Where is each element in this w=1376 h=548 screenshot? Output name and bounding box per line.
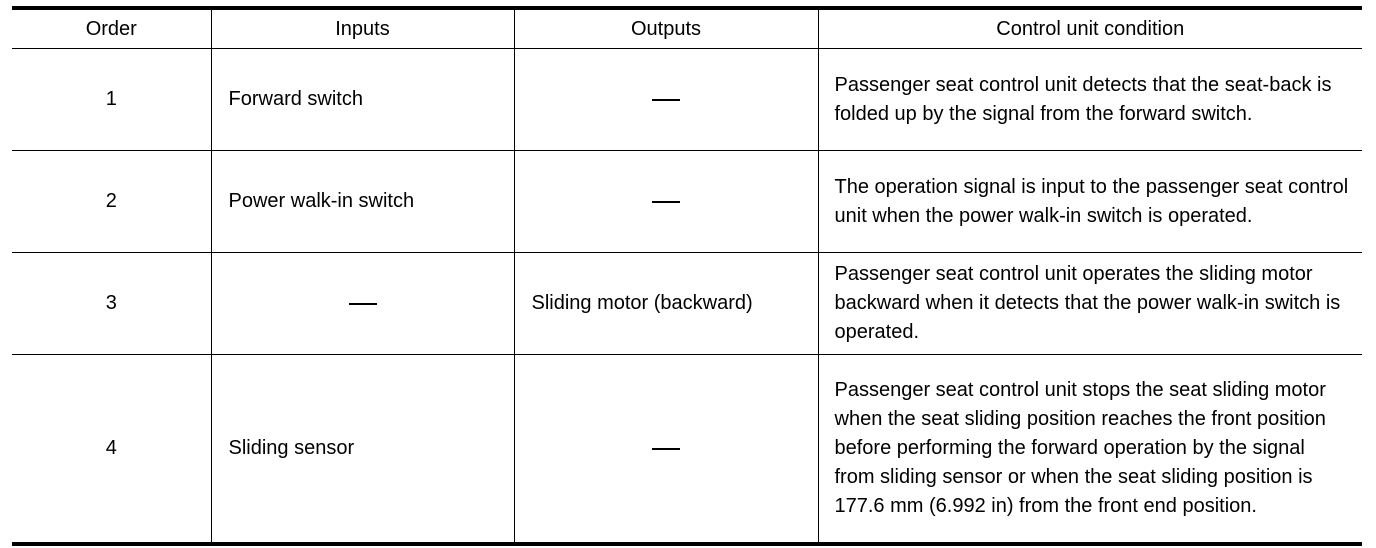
control-sequence-table [12, 6, 1362, 546]
table-row [12, 253, 1362, 355]
dash-icon [652, 448, 680, 450]
dash-icon [349, 303, 377, 305]
header-order: Order [12, 8, 211, 49]
condition-cell: Passenger seat control unit stops the seat sliding motor when the seat sliding position reaches the front position before performing the forward operation by the signal from sliding sensor or when the seat sliding position is 177.6 mm (6.992 in) from the front end position. [818, 355, 1362, 545]
table-row [12, 151, 1362, 253]
condition-cell: Passenger seat control unit detects that the seat-back is folded up by the signal from the forward switch. [818, 49, 1362, 151]
output-cell [514, 49, 818, 151]
header-outputs: Outputs [514, 8, 818, 49]
dash-icon [652, 201, 680, 203]
header-inputs: Inputs [211, 8, 514, 49]
order-cell: 3 [12, 253, 211, 355]
output-cell: Sliding motor (backward) [514, 253, 818, 355]
input-cell [211, 253, 514, 355]
input-cell: Sliding sensor [211, 355, 514, 545]
input-cell: Power walk-in switch [211, 151, 514, 253]
order-cell: 1 [12, 49, 211, 151]
header-condition: Control unit condition [818, 8, 1362, 49]
output-cell [514, 151, 818, 253]
table-row [12, 49, 1362, 151]
input-cell: Forward switch [211, 49, 514, 151]
condition-cell: Passenger seat control unit operates the sliding motor backward when it detects that the power walk-in switch is operated. [818, 253, 1362, 355]
condition-cell: The operation signal is input to the passenger seat control unit when the power walk-in switch is operated. [818, 151, 1362, 253]
dash-icon [652, 99, 680, 101]
table-header-row [12, 8, 1362, 49]
output-cell [514, 355, 818, 545]
table-row [12, 355, 1362, 545]
order-cell: 2 [12, 151, 211, 253]
sequence-table-container [12, 6, 1362, 546]
order-cell: 4 [12, 355, 211, 545]
